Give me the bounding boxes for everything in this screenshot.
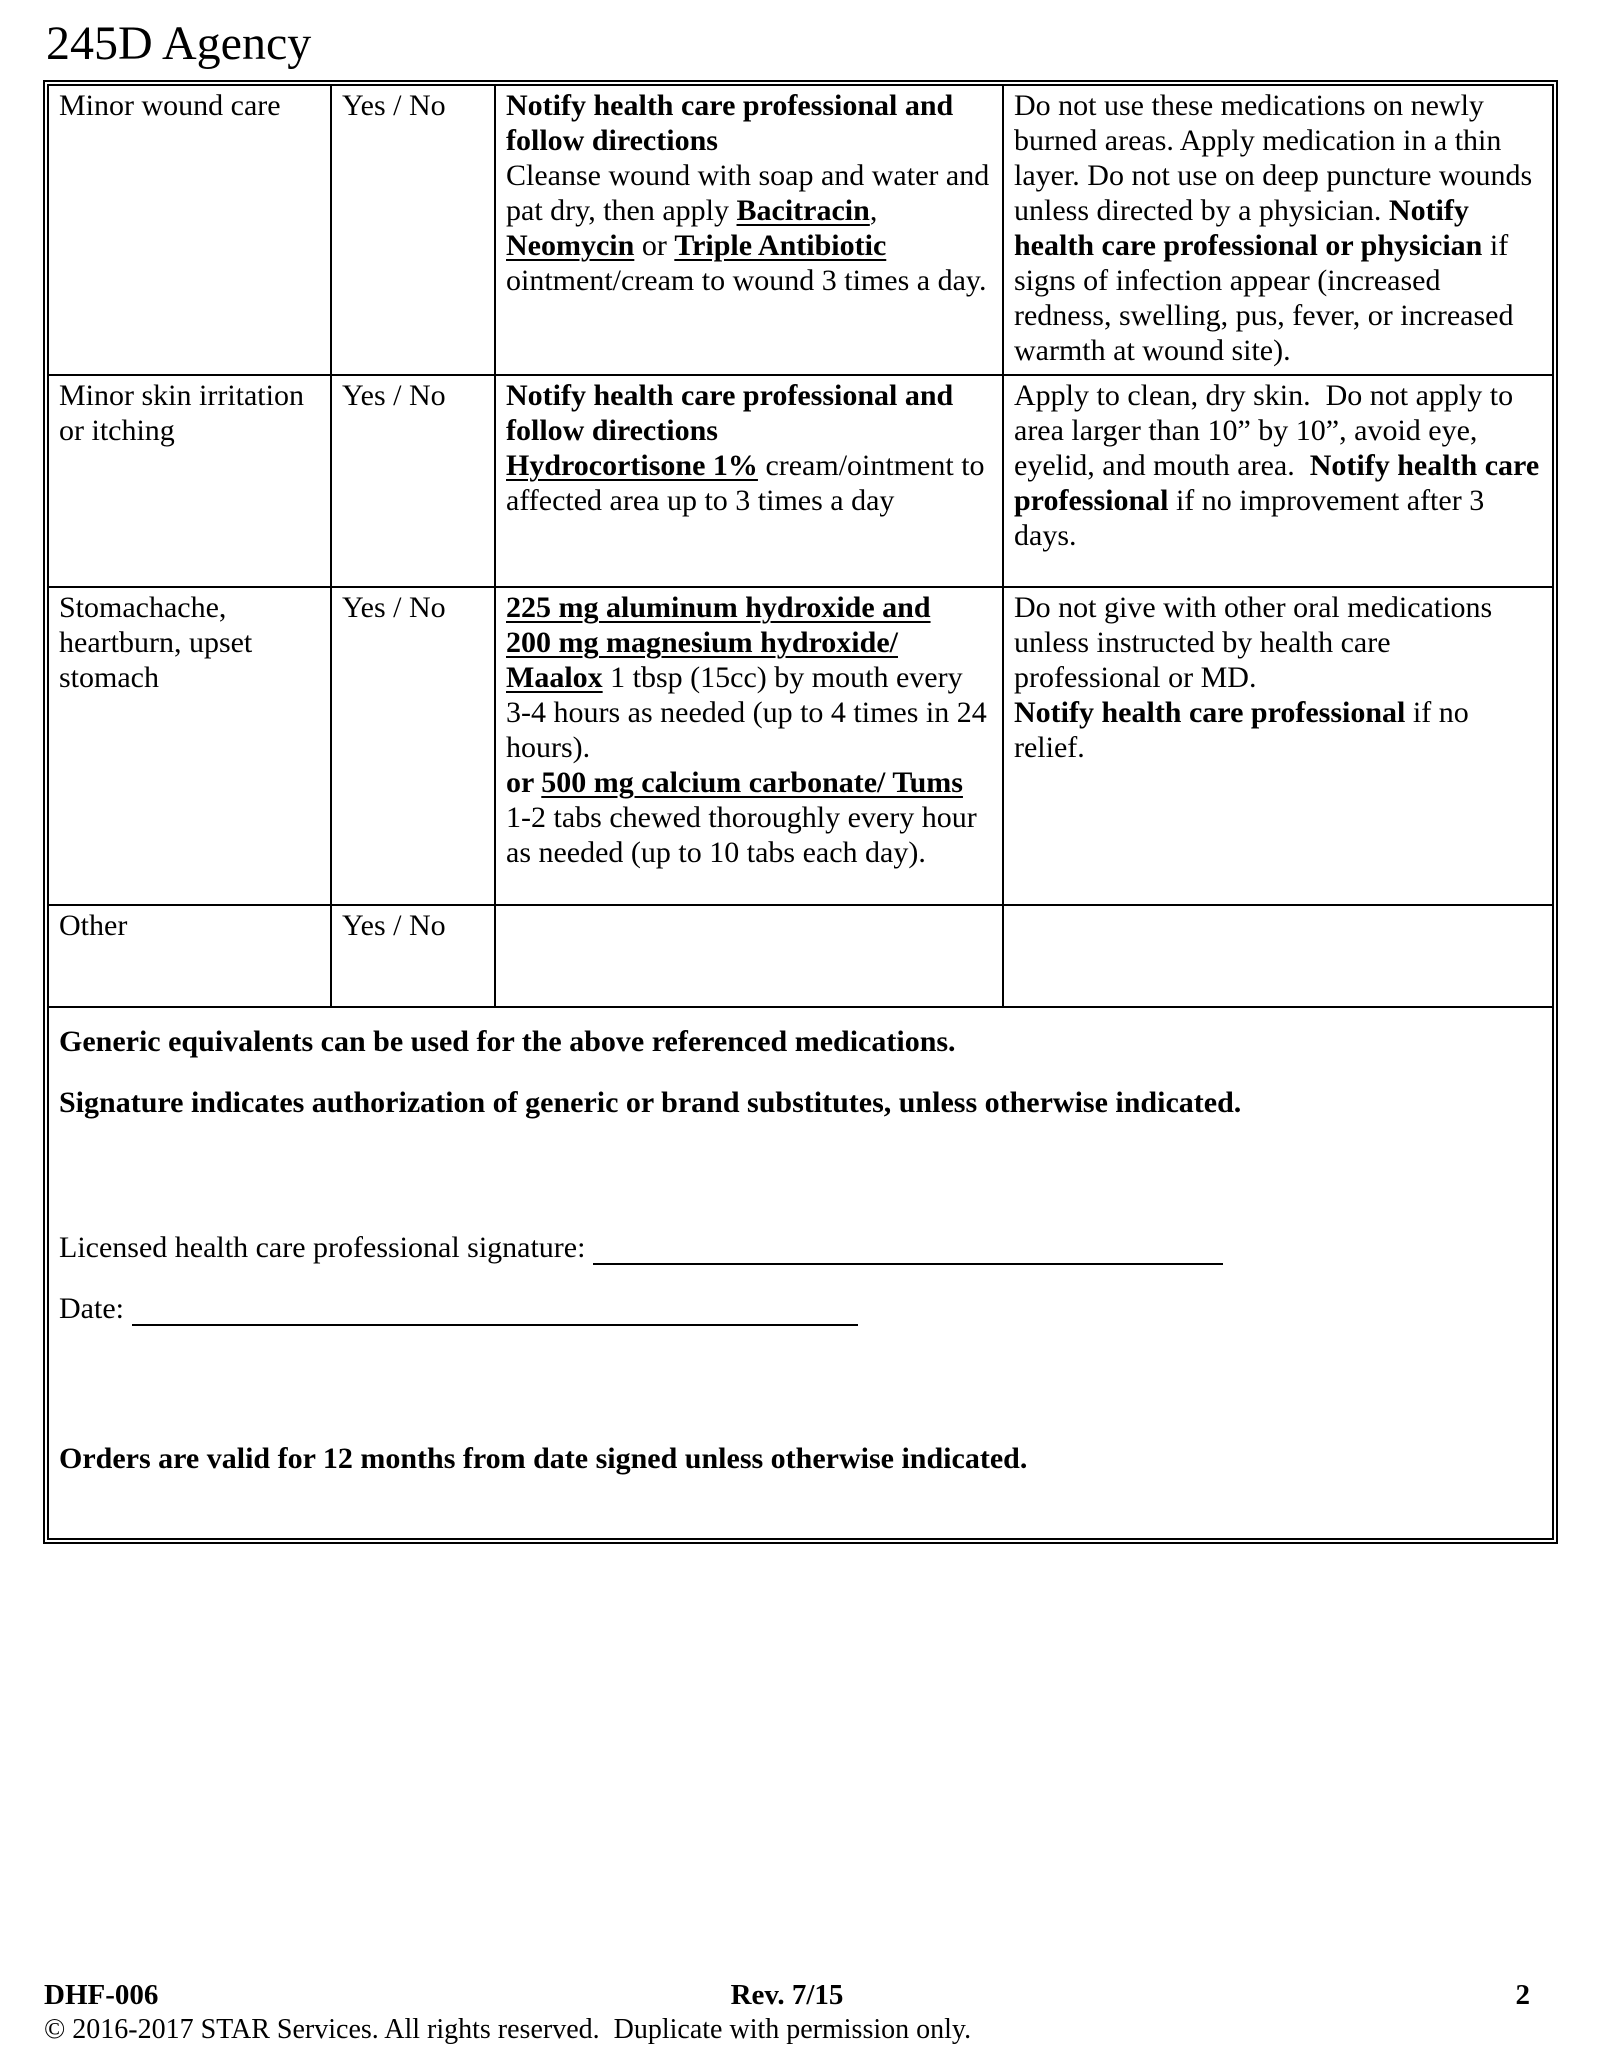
consent-yes-no[interactable]: Yes / No [331, 905, 495, 1007]
medication-authorization-table [47, 84, 1554, 1540]
table-row [48, 587, 1553, 905]
condition-cell: Minor wound care [48, 85, 331, 375]
instructions-cell: 225 mg aluminum hydroxide and 200 mg magnesium hydroxide/ Maalox 1 tbsp (15cc) by mouth every 3-4 hours as needed (up to 4 times in 24 hours). or 500 mg calcium carbonate/ Tums 1-2 tabs chewed thoroughly every hour as needed (up to 10 tabs each day). [495, 587, 1003, 905]
notes-row [48, 1007, 1553, 1539]
instructions-cell: Notify health care professional and follow directions Hydrocortisone 1% cream/ointment to affected area up to 3 times a day [495, 375, 1003, 587]
precautions-cell: Do not use these medications on newly burned areas. Apply medication in a thin layer. Do not use on deep puncture wounds unless directed by a physician. Notify health care professional or physician if signs of infection appear (increased redness, swelling, pus, fever, or increased warmth at wound site). [1003, 85, 1553, 375]
consent-yes-no[interactable]: Yes / No [331, 85, 495, 375]
precautions-cell: Do not give with other oral medications unless instructed by health care professional or MD. Notify health care professional if no relief. [1003, 587, 1553, 905]
consent-yes-no[interactable]: Yes / No [331, 587, 495, 905]
signature-authorization-statement: Signature indicates authorization of generic or brand substitutes, unless otherwise indicated. [59, 1086, 1242, 1119]
form-number: DHF-006 [44, 1979, 159, 2011]
generic-equivalents-statement: Generic equivalents can be used for the above referenced medications. [59, 1025, 956, 1058]
medication-authorization-table-border [43, 80, 1558, 1544]
page-footer [44, 1978, 1530, 2012]
table-row [48, 375, 1553, 587]
condition-cell: Minor skin irritation or itching [48, 375, 331, 587]
condition-cell: Stomachache, heartburn, upset stomach [48, 587, 331, 905]
condition-cell: Other [48, 905, 331, 1007]
date-label: Date: [59, 1292, 124, 1325]
consent-yes-no[interactable]: Yes / No [331, 375, 495, 587]
page-title: 245D Agency [46, 17, 312, 70]
table-row [48, 85, 1553, 375]
signature-line[interactable] [593, 1233, 1223, 1265]
date-row [59, 1291, 1542, 1326]
instructions-cell: Notify health care professional and follow directions Cleanse wound with soap and water and pat dry, then apply Bacitracin, Neomycin or Triple Antibiotic ointment/cream to wound 3 times a day. [495, 85, 1003, 375]
copyright-notice: © 2016-2017 STAR Services. All rights reserved. Duplicate with permission only. [44, 2014, 972, 2045]
other-instructions-blank-cell[interactable] [495, 905, 1003, 1007]
other-precautions-blank-cell[interactable] [1003, 905, 1553, 1007]
precautions-cell: Apply to clean, dry skin. Do not apply to area larger than 10” by 10”, avoid eye, eyelid, and mouth area. Notify health care professional if no improvement after 3 days. [1003, 375, 1553, 587]
page-number: 2 [1515, 1979, 1530, 2011]
table-row [48, 905, 1553, 1007]
notes-cell [48, 1007, 1553, 1539]
signature-row [59, 1230, 1542, 1265]
signature-label: Licensed health care professional signature: [59, 1231, 586, 1264]
revision-label: Rev. 7/15 [730, 1979, 844, 2011]
date-line[interactable] [132, 1294, 858, 1326]
orders-validity-statement: Orders are valid for 12 months from date signed unless otherwise indicated. [59, 1442, 1028, 1475]
